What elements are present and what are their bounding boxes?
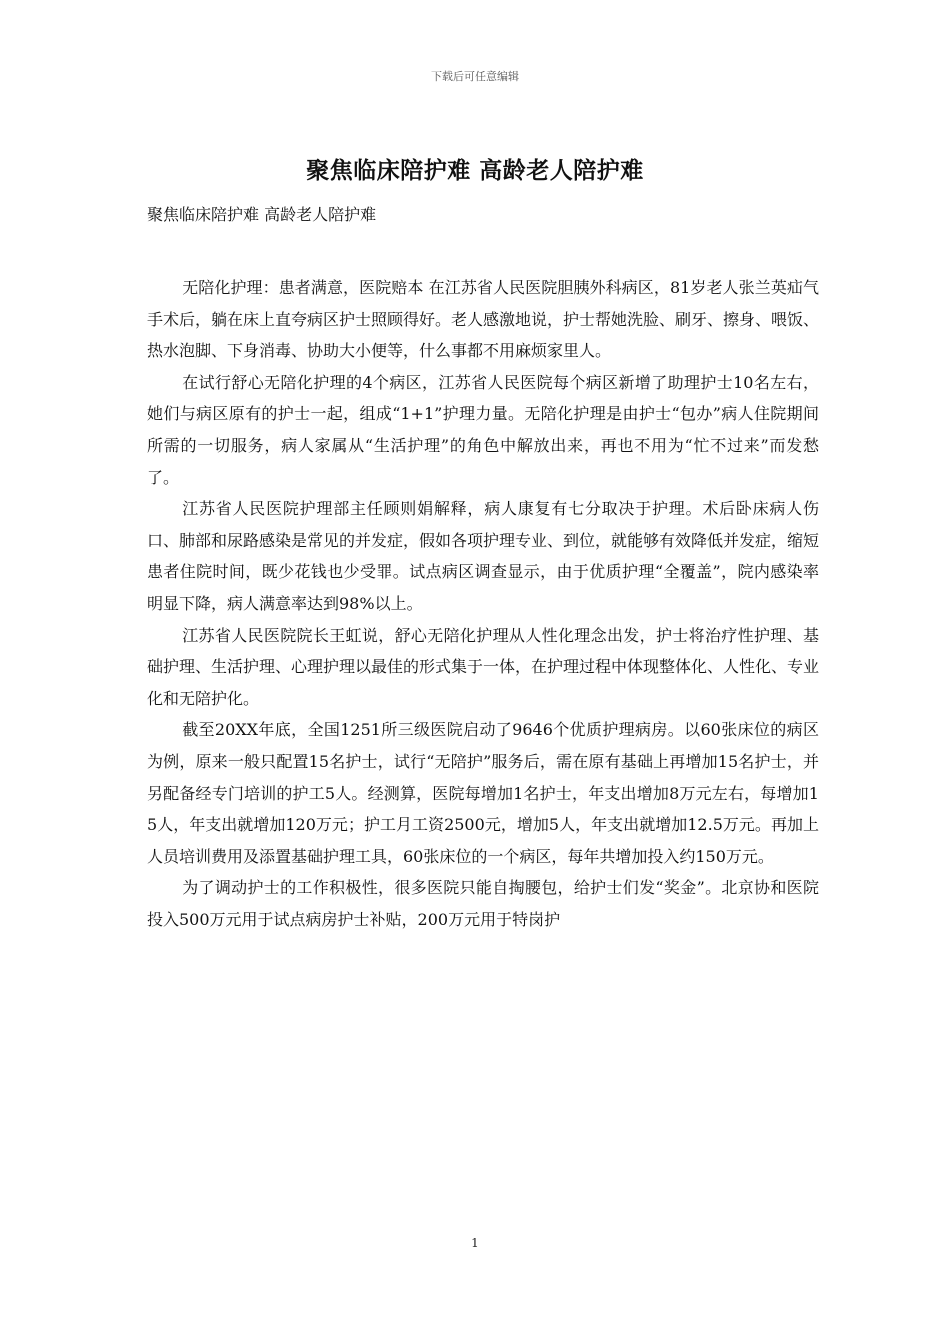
paragraph-1: 无陪化护理：患者满意，医院赔本 在江苏省人民医院胆胰外科病区，81岁老人张兰英疝气手术后，躺在床上直夸病区护士照顾得好。老人感激地说，护士帮她洗脸、刷牙、擦身、喂饭、热水泡脚、下身消毒、协助大小便等，什么事都不用麻烦家里人。 (147, 278, 820, 361)
paragraph-2: 在试行舒心无陪化护理的4个病区，江苏省人民医院每个病区新增了助理护士10名左右，她们与病区原有的护士一起，组成“1+1”护理力量。无陪化护理是由护士“包办”病人住院期间所需的一切服务，病人家属从“生活护理”的角色中解放出来，再也不用为“忙不过来”而发愁了。 (147, 372, 819, 487)
paragraph-3: 江苏省人民医院护理部主任顾则娟解释，病人康复有七分取决于护理。术后卧床病人伤口、肺部和尿路感染是常见的并发症，假如各项护理专业、到位，就能够有效降低并发症，缩短患者住院时间，既少花钱也少受罪。试点病区调查显示，由于优质护理“全覆盖”，院内感染率明显下降，病人满意率达到98%以上。 (147, 499, 820, 613)
paragraph-5: 截至20XX年底，全国1251所三级医院启动了9646个优质护理病房。以60张床位的病区为例，原来一般只配置15名护士，试行“无陪护”服务后，需在原有基础上再增加15名护士，并另配备经专门培训的护工5人。经测算，医院每增加1名护士，年支出增加8万元左右，每增加15人，年支出就增加120万元；护工月工资2500元，增加5人，年支出就增加12.5万元。再加上人员培训费用及添置基础护理工具，60张床位的一个病区，每年共增加投入约150万元。 (147, 720, 819, 866)
document-subtitle: 聚焦临床陪护难 高龄老人陪护难 (147, 205, 377, 224)
header-note: 下载后可任意编辑 (431, 70, 519, 83)
document-body (147, 272, 819, 935)
document-title: 聚焦临床陪护难 高龄老人陪护难 (306, 158, 644, 184)
paragraph-6: 为了调动护士的工作积极性，很多医院只能自掏腰包，给护士们发“奖金”。北京协和医院投入500万元用于试点病房护士补贴，200万元用于特岗护 (147, 878, 819, 929)
page-number: 1 (471, 1236, 479, 1250)
paragraph-4: 江苏省人民医院院长王虹说，舒心无陪化护理从人性化理念出发，护士将治疗性护理、基础护理、生活护理、心理护理以最佳的形式集于一体，在护理过程中体现整体化、人性化、专业化和无陪护化。 (147, 625, 820, 708)
